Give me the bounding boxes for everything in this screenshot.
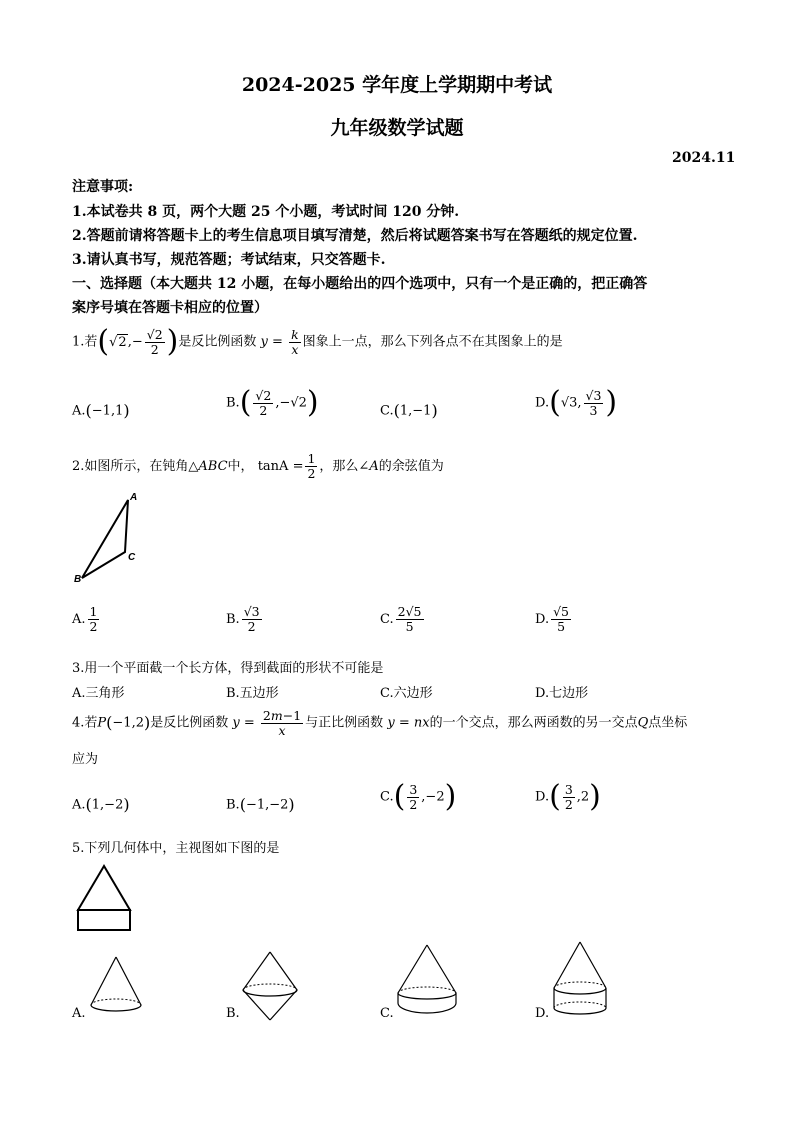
section1-line2: 案序号填在答题卡相应的位置） — [72, 300, 268, 316]
q2-option-a[interactable]: A. $\frac{1}{2}$ — [72, 604, 98, 634]
q2-option-b[interactable]: B. $\frac{√3}{2}$ — [226, 604, 260, 634]
q1-prefix: 1.若 — [72, 334, 98, 350]
notice-item-2: 2.答题前请将答题卡上的考生信息项目填写清楚，然后将试题答案书写在答题纸的规定位置. — [72, 228, 638, 244]
q3-option-a[interactable]: A.三角形 — [72, 686, 125, 701]
section1-line1: 一、选择题（本大题共 12 小题，在每小题给出的四个选项中，只有一个是正确的，把正确答 — [72, 276, 648, 292]
q2-mid: 中， — [227, 459, 254, 474]
q5-option-b[interactable]: B. — [226, 1006, 240, 1021]
q5-option-a-figure — [88, 955, 144, 1017]
q1-option-b[interactable]: B.( $\frac{√2}{2}$ ,−√2) — [226, 385, 319, 420]
q2-triangle-figure — [70, 490, 140, 585]
q4-option-a[interactable]: A.(1,−2) — [72, 795, 130, 814]
question-4-line2: 应为 — [72, 752, 99, 767]
q4-mid3: 的一个交点，那么两函数的另一交点 — [429, 715, 638, 731]
q2-option-d[interactable]: D. $\frac{√5}{5}$ — [535, 604, 570, 634]
question-4: 4.若P(−1,2)是反比例函数 y = $\frac{2m-1}{x}$ 与正比例函数 y = nx的一个交点，那么两函数的另一交点Q点坐标 — [72, 707, 688, 738]
q2-triangle: △ABC — [188, 459, 228, 474]
q1-option-d[interactable]: D.(√3, $\frac{√3}{3}$ ) — [535, 385, 618, 420]
exam-title: 2024-2025 学年度上学期期中考试 — [241, 74, 553, 96]
question-3: 3.用一个平面截一个长方体，得到截面的形状不可能是 — [72, 661, 384, 676]
q2-suffix2: 的余弦值为 — [378, 459, 444, 474]
q2-option-c[interactable]: C. $\frac{2√5}{5}$ — [380, 604, 422, 634]
question-5: 5.下列几何体中，主视图如下图的是 — [72, 841, 280, 856]
q3-option-c[interactable]: C.六边形 — [380, 686, 433, 701]
q3-option-b[interactable]: B.五边形 — [226, 686, 279, 701]
front-view-triangle — [78, 866, 130, 910]
q2-tan: tanA = — [257, 459, 304, 474]
question-2: 2.如图所示，在钝角△ABC中， tanA = $\frac{1}{2}$ ，那么∠A的余弦值为 — [72, 451, 444, 481]
q2-prefix: 2.如图所示，在钝角 — [72, 459, 189, 474]
q1-mid: 是反比例函数 — [178, 334, 257, 350]
q4-option-c[interactable]: C.( $\frac{3}{2}$ ,−2) — [380, 779, 457, 814]
q4-prefix: 4.若 — [72, 715, 98, 731]
q4-mid2: 与正比例函数 — [305, 715, 384, 731]
q5-option-c[interactable]: C. — [380, 1006, 394, 1021]
q1-option-a[interactable]: A.(−1,1) — [72, 401, 130, 420]
q1-sqrt: √2 — [109, 334, 127, 350]
q5-option-d[interactable]: D. — [535, 1006, 550, 1021]
q2-suffix1: ，那么∠ — [319, 459, 370, 474]
q5-option-b-figure — [240, 950, 300, 1022]
q1-suffix: 图象上一点，那么下列各点不在其图象上的是 — [302, 334, 563, 350]
label-b: B — [74, 574, 82, 585]
notice-item-1: 1.本试卷共 8 页，两个大题 25 个小题，考试时间 120 分钟. — [72, 204, 460, 220]
front-view-rectangle — [78, 910, 130, 930]
q5-option-a[interactable]: A. — [72, 1006, 86, 1021]
q4-option-d[interactable]: D.( $\frac{3}{2}$ ,2) — [535, 779, 601, 814]
q4-option-b[interactable]: B.(−1,−2) — [226, 795, 295, 814]
exam-subtitle: 九年级数学试题 — [330, 117, 464, 139]
q2-angle: A — [369, 459, 379, 474]
exam-date: 2024.11 — [672, 150, 736, 166]
q5-option-d-figure — [550, 940, 610, 1020]
q1-frac: $\frac{√2}{2}$ — [146, 326, 163, 357]
notice-item-3: 3.请认真书写，规范答题；考试结束，只交答题卡. — [72, 252, 386, 268]
q5-option-c-figure — [394, 943, 460, 1021]
triangle-abc-shape — [82, 500, 128, 578]
q4-mid4: 点坐标 — [648, 715, 688, 731]
notice-heading: 注意事项: — [72, 179, 134, 195]
question-1: 1.若(√2,− $\frac{√2}{2}$ )是反比例函数 y = $\frac{k}{x}$ 图象上一点，那么下列各点不在其图象上的是 — [72, 324, 563, 359]
q4-mid: 是反比例函数 — [150, 715, 229, 731]
q1-option-c[interactable]: C.(1,−1) — [380, 401, 438, 420]
q5-front-view-figure — [72, 864, 136, 936]
label-c: C — [128, 552, 136, 563]
q3-option-d[interactable]: D.七边形 — [535, 686, 589, 701]
label-a: A — [130, 492, 138, 503]
